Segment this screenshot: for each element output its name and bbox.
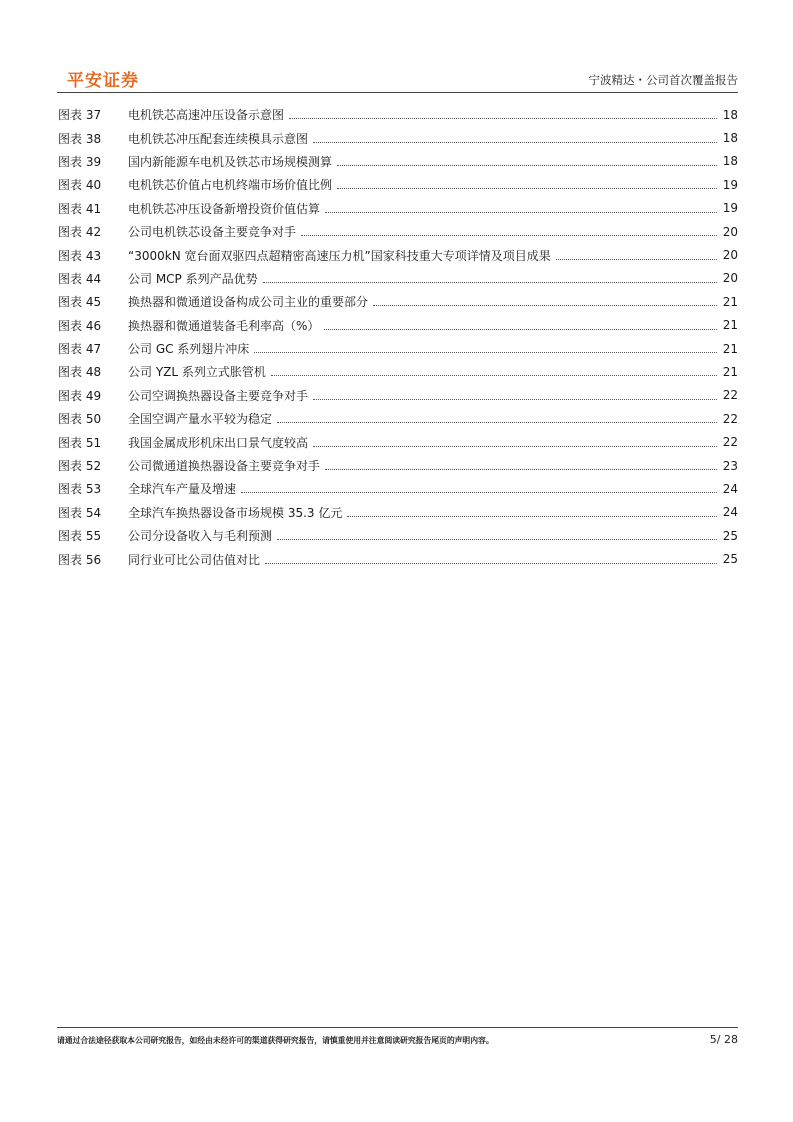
toc-dot-leader: [277, 539, 717, 540]
toc-entry[interactable]: [58, 360, 738, 383]
toc-figure-number: 图表 47: [58, 342, 102, 357]
toc-page-number: 18: [722, 107, 738, 122]
toc-page-number: 21: [722, 341, 738, 356]
toc-figure-title: 公司 GC 系列翅片冲床: [128, 342, 250, 357]
toc-page-number: 22: [722, 388, 738, 403]
toc-entry[interactable]: [58, 126, 738, 149]
toc-figure-title: 全球汽车换热器设备市场规模 35.3 亿元: [128, 505, 343, 520]
toc-figure-number: 图表 55: [58, 529, 102, 544]
company-logo: 平安证券: [67, 71, 139, 91]
toc-figure-title: 电机铁芯高速冲压设备示意图: [128, 108, 285, 123]
toc-figure-number: 图表 40: [58, 178, 102, 193]
toc-page-number: 25: [722, 528, 738, 543]
toc-entry[interactable]: [58, 337, 738, 360]
toc-page-number: 24: [722, 481, 738, 496]
toc-entry[interactable]: [58, 267, 738, 290]
toc-figure-number: 图表 38: [58, 131, 102, 146]
toc-dot-leader: [337, 188, 717, 189]
toc-figure-number: 图表 46: [58, 318, 102, 333]
toc-page-number: 18: [722, 131, 738, 146]
toc-figure-title: 公司空调换热器设备主要竞争对手: [128, 388, 309, 403]
toc-page-number: 22: [722, 435, 738, 450]
toc-figure-title: 电机铁芯冲压设备新增投资价值估算: [128, 201, 321, 216]
toc-figure-title: 电机铁芯冲压配套连续模具示意图: [128, 131, 309, 146]
toc-page-number: 18: [722, 154, 738, 169]
toc-page-number: 25: [722, 552, 738, 567]
toc-page-number: 19: [722, 177, 738, 192]
toc-dot-leader: [301, 235, 717, 236]
toc-page-number: 22: [722, 411, 738, 426]
toc-entry[interactable]: [58, 103, 738, 126]
toc-page-number: 20: [722, 248, 738, 263]
toc-entry[interactable]: [58, 243, 738, 266]
toc-entry[interactable]: [58, 290, 738, 313]
toc-dot-leader: [556, 259, 717, 260]
toc-dot-leader: [263, 282, 717, 283]
toc-dot-leader: [271, 375, 717, 376]
toc-figure-number: 图表 56: [58, 552, 102, 567]
toc-figure-number: 图表 42: [58, 225, 102, 240]
toc-entry[interactable]: [58, 477, 738, 500]
toc-entry[interactable]: [58, 430, 738, 453]
toc-dot-leader: [254, 352, 717, 353]
toc-dot-leader: [337, 165, 717, 166]
toc-page-number: 20: [722, 224, 738, 239]
toc-dot-leader: [265, 563, 717, 564]
toc-figure-number: 图表 45: [58, 295, 102, 310]
page-header: [57, 64, 738, 92]
toc-figure-title: 公司微通道换热器设备主要竞争对手: [128, 459, 321, 474]
toc-figure-title: 换热器和微通道设备构成公司主业的重要部分: [128, 295, 369, 310]
report-title: 宁波精达・公司首次覆盖报告: [588, 73, 738, 87]
toc-page-number: 23: [722, 458, 738, 473]
page-number: 5/ 28: [709, 1033, 738, 1046]
toc-entry[interactable]: [58, 314, 738, 337]
toc-figure-title: 换热器和微通道装备毛利率高（%）: [128, 318, 320, 333]
toc-figure-title: 同行业可比公司估值对比: [128, 552, 261, 567]
toc-figure-number: 图表 50: [58, 412, 102, 427]
toc-page-number: 21: [722, 294, 738, 309]
toc-page-number: 21: [722, 364, 738, 379]
toc-figure-number: 图表 54: [58, 505, 102, 520]
toc-figure-number: 图表 49: [58, 388, 102, 403]
toc-entry[interactable]: [58, 524, 738, 547]
toc-entry[interactable]: [58, 501, 738, 524]
toc-figure-number: 图表 44: [58, 271, 102, 286]
toc-figure-title: “3000kN 宽台面双驱四点超精密高速压力机”国家科技重大专项详情及项目成果: [128, 248, 551, 263]
toc-figure-title: 公司 MCP 系列产品优势: [128, 271, 258, 286]
toc-dot-leader: [324, 329, 717, 330]
toc-figure-title: 电机铁芯价值占电机终端市场价值比例: [128, 178, 333, 193]
toc-page-number: 24: [722, 505, 738, 520]
toc-figure-number: 图表 51: [58, 435, 102, 450]
toc-dot-leader: [313, 142, 717, 143]
toc-figure-title: 公司分设备收入与毛利预测: [128, 529, 273, 544]
toc-dot-leader: [241, 492, 717, 493]
toc-page-number: 19: [722, 201, 738, 216]
toc-figure-title: 我国金属成形机床出口景气度较高: [128, 435, 309, 450]
footer-disclaimer: 请通过合法途径获取本公司研究报告，如经由未经许可的渠道获得研究报告，请慎重使用并注意阅读研究报告尾页的声明内容。: [57, 1036, 494, 1045]
toc-entry[interactable]: [58, 384, 738, 407]
toc-figure-title: 公司电机铁芯设备主要竞争对手: [128, 225, 297, 240]
toc-dot-leader: [289, 118, 717, 119]
toc-entry[interactable]: [58, 150, 738, 173]
toc-figure-number: 图表 41: [58, 201, 102, 216]
toc-entry[interactable]: [58, 547, 738, 570]
toc-dot-leader: [277, 422, 717, 423]
toc-entry[interactable]: [58, 407, 738, 430]
toc-page-number: 20: [722, 271, 738, 286]
toc-figure-number: 图表 48: [58, 365, 102, 380]
toc-dot-leader: [347, 516, 717, 517]
toc-figure-title: 公司 YZL 系列立式胀管机: [128, 365, 266, 380]
toc-dot-leader: [313, 399, 717, 400]
toc-entry[interactable]: [58, 197, 738, 220]
toc-figure-title: 国内新能源车电机及铁芯市场规模测算: [128, 154, 333, 169]
figure-table-of-contents: [58, 103, 738, 571]
toc-dot-leader: [373, 305, 717, 306]
toc-figure-title: 全球汽车产量及增速: [128, 482, 237, 497]
toc-dot-leader: [325, 469, 717, 470]
toc-figure-number: 图表 52: [58, 459, 102, 474]
toc-figure-number: 图表 37: [58, 108, 102, 123]
toc-dot-leader: [325, 212, 717, 213]
toc-figure-title: 全国空调产量水平较为稳定: [128, 412, 273, 427]
toc-entry[interactable]: [58, 220, 738, 243]
toc-figure-number: 图表 43: [58, 248, 102, 263]
header-divider: [57, 92, 738, 93]
toc-entry[interactable]: [58, 173, 738, 196]
toc-dot-leader: [313, 446, 717, 447]
toc-figure-number: 图表 39: [58, 154, 102, 169]
toc-entry[interactable]: [58, 454, 738, 477]
footer-divider: [57, 1027, 738, 1028]
toc-page-number: 21: [722, 318, 738, 333]
toc-figure-number: 图表 53: [58, 482, 102, 497]
